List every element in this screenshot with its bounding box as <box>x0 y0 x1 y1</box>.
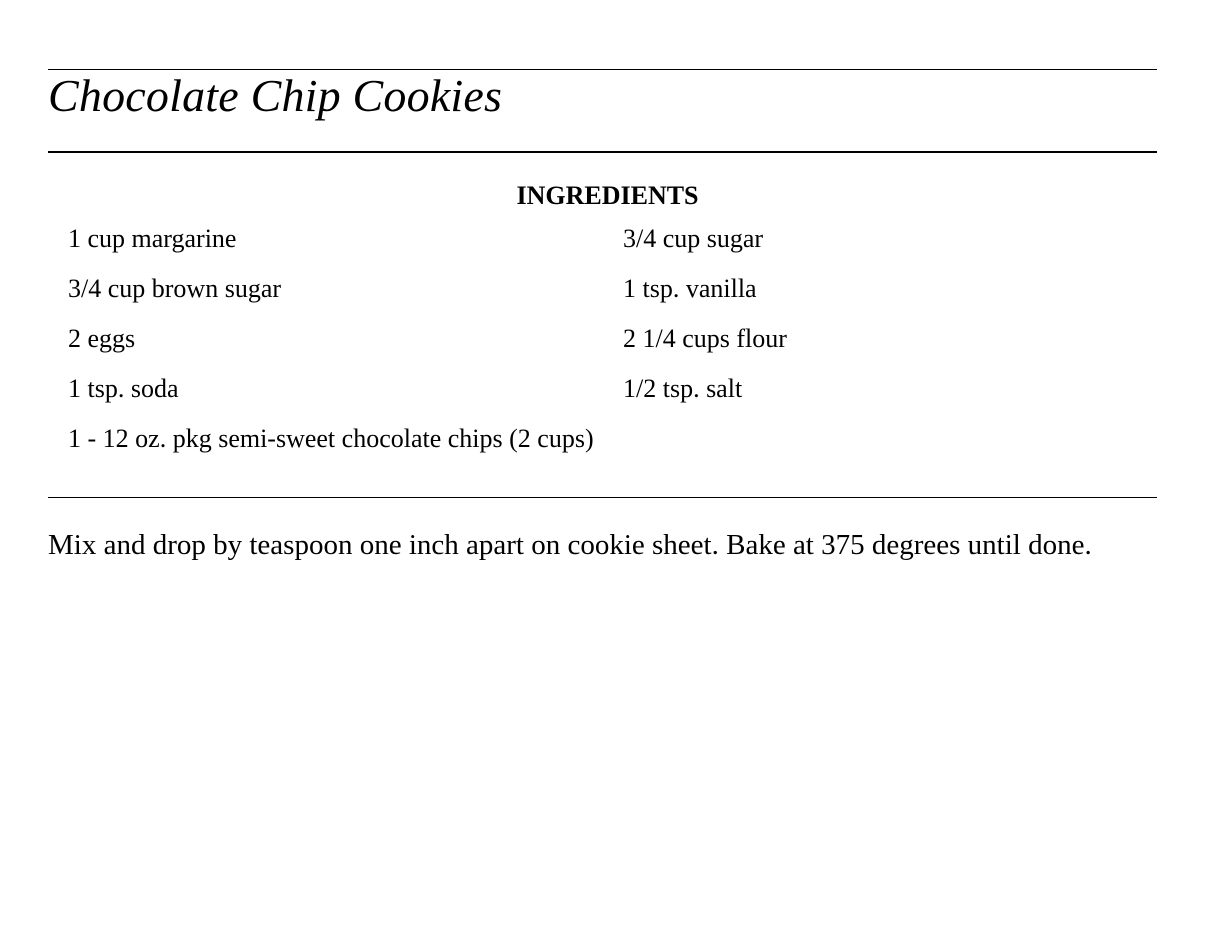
ingredient-item: 3/4 cup sugar <box>623 224 764 253</box>
ingredient-item: 1 tsp. vanilla <box>623 274 757 303</box>
recipe-card <box>48 69 1157 565</box>
title-divider <box>48 151 1157 153</box>
ingredient-item: 2 1/4 cups flour <box>623 324 787 353</box>
ingredients-list <box>48 215 1157 497</box>
ingredient-item: 1 tsp. soda <box>68 374 179 403</box>
recipe-title: Chocolate Chip Cookies <box>48 70 503 121</box>
ingredient-item-empty <box>603 415 1157 489</box>
instructions-text: Mix and drop by teaspoon one inch apart on cookie sheet. Bake at 375 degrees until done. <box>48 529 1092 561</box>
ingredient-item: 1 - 12 oz. pkg semi-sweet chocolate chips (2 cups) <box>68 424 594 453</box>
ingredient-item: 1 cup margarine <box>68 224 237 253</box>
ingredient-item: 1/2 tsp. salt <box>623 374 743 403</box>
ingredients-heading: INGREDIENTS <box>516 181 699 210</box>
ingredient-item: 2 eggs <box>68 324 136 353</box>
ingredient-item: 3/4 cup brown sugar <box>68 274 282 303</box>
ingredients-divider <box>48 497 1157 498</box>
